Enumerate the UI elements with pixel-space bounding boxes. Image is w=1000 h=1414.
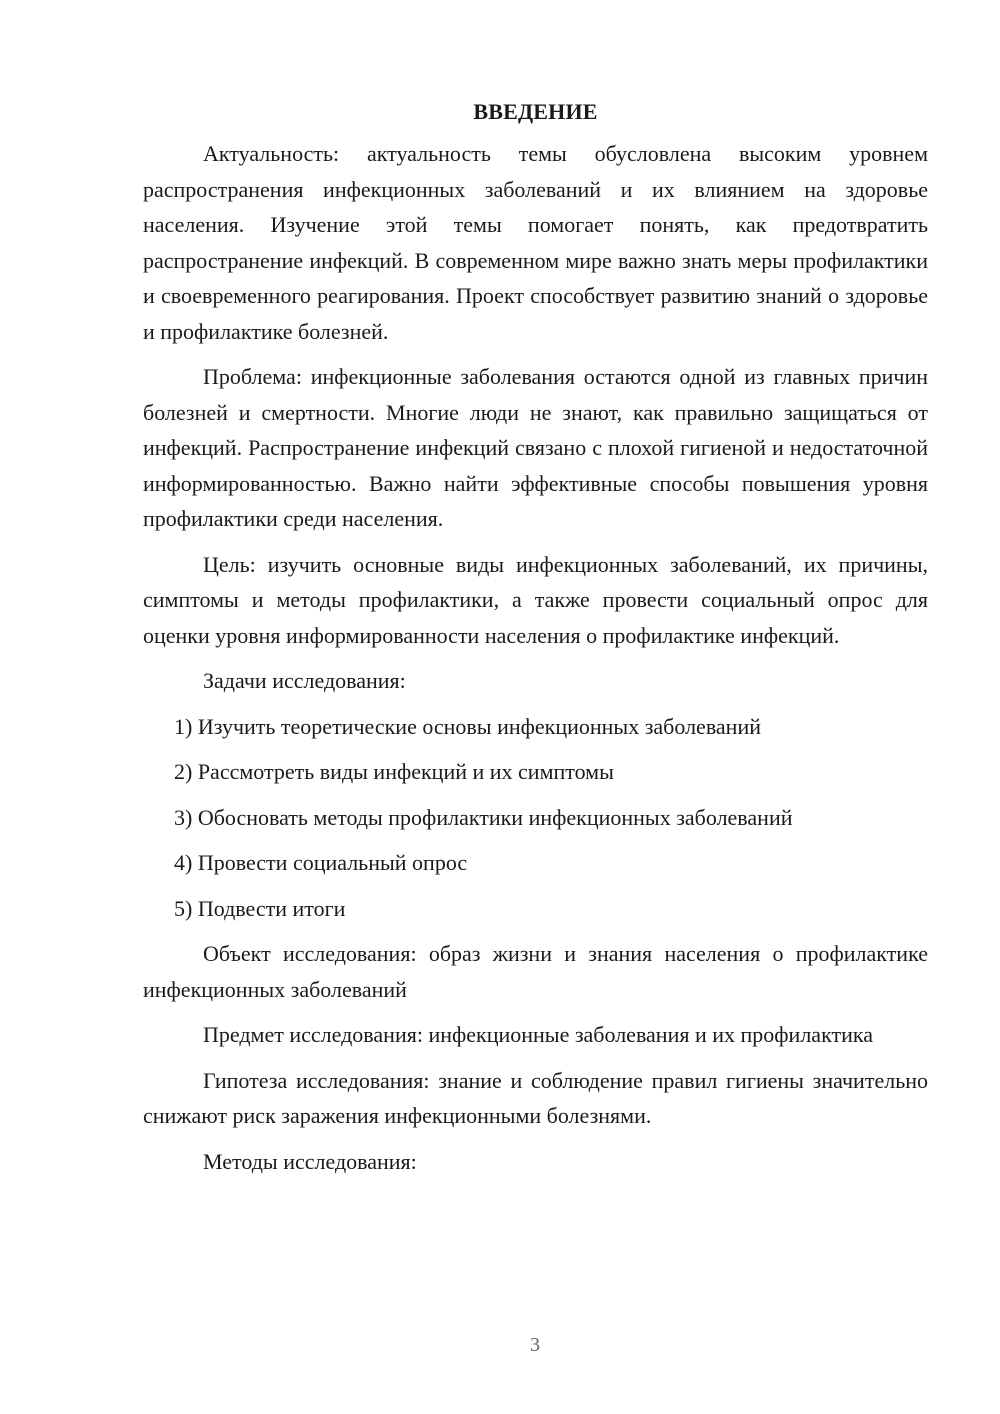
section-title: ВВЕДЕНИЕ — [473, 99, 598, 124]
subject-paragraph: Предмет исследования: инфекционные заболевания и их профилактика — [203, 1022, 873, 1047]
tasks-list — [143, 709, 928, 927]
hypothesis-paragraph: Гипотеза исследования: знание и соблюдение правил гигиены значительно снижают риск заражения инфекционными болезнями. — [143, 1067, 928, 1128]
relevance-paragraph: Актуальность: актуальность темы обусловлена высоким уровнем распространения инфекционных заболеваний и их влиянием на здоровье населения. Изучение этой темы помогает понять, как предотвратить распространение инфекций. В современном мире важно знать меры профилактики и своевременного реагирования. Проект способствует развитию знаний о здоровье и профилактике болезней. — [143, 141, 928, 344]
object-paragraph: Объект исследования: образ жизни и знания населения о профилактике инфекционных заболеваний — [143, 941, 928, 1002]
task-item: 3) Обосновать методы профилактики инфекционных заболеваний — [174, 804, 793, 830]
problem-paragraph: Проблема: инфекционные заболевания остаются одной из главных причин болезней и смертности. Многие люди не знают, как правильно защищаться от инфекций. Распространение инфекций связано с плохой гигиеной и недостаточной информированностью. Важно найти эффективные способы повышения уровня профилактики среди населения. — [143, 364, 928, 531]
task-item: 1) Изучить теоретические основы инфекционных заболеваний — [174, 713, 761, 739]
task-item: 5) Подвести итоги — [174, 895, 346, 921]
task-item: 4) Провести социальный опрос — [174, 850, 468, 875]
tasks-heading: Задачи исследования: — [203, 668, 406, 693]
goal-paragraph: Цель: изучить основные виды инфекционных заболеваний, их причины, симптомы и методы профилактики, а также провести социальный опрос для оценки уровня информированности населения о профилактике инфекций. — [143, 551, 928, 648]
methods-heading: Методы исследования: — [203, 1148, 417, 1174]
task-item: 2) Рассмотреть виды инфекций и их симптомы — [174, 759, 614, 784]
page-number: 3 — [530, 1334, 540, 1356]
page-content — [143, 96, 928, 1189]
